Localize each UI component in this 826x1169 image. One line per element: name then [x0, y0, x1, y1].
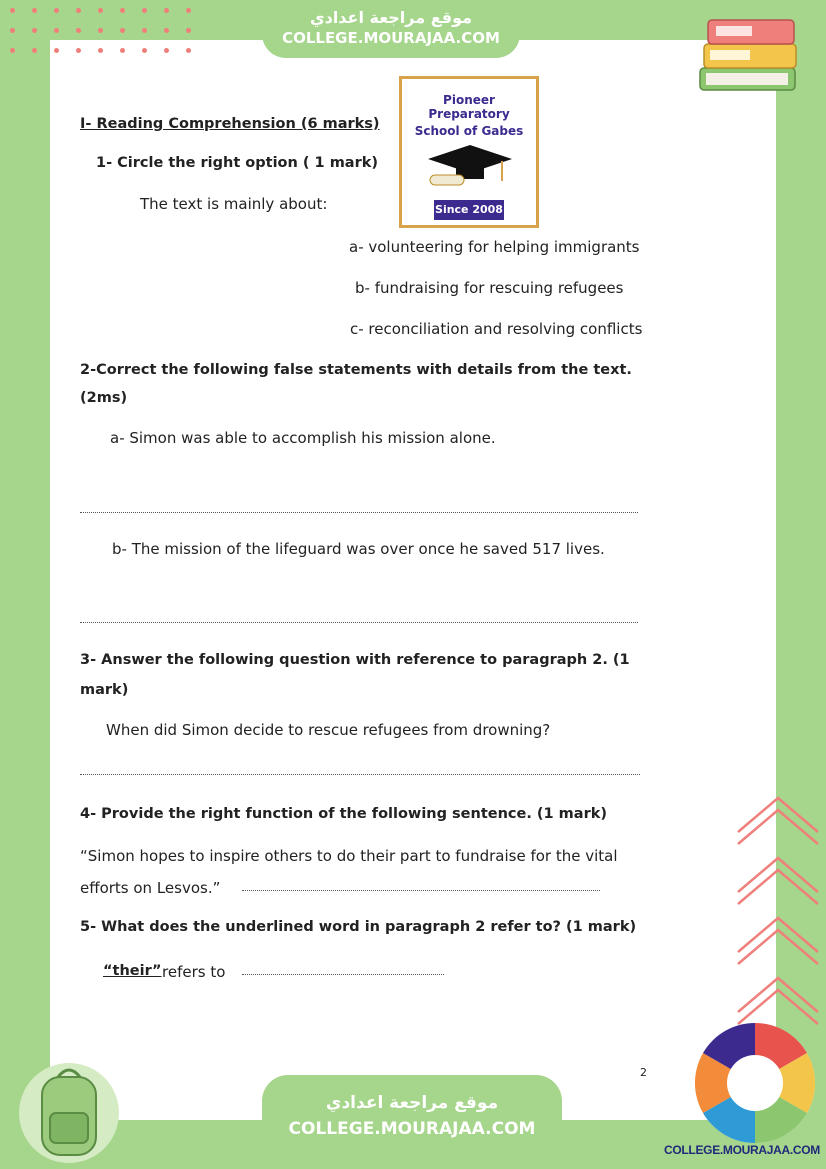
- school-since-badge: Since 2008: [434, 200, 504, 220]
- q1-option-b[interactable]: b- fundraising for rescuing refugees: [355, 279, 624, 297]
- school-name-line2: School of Gabes: [414, 124, 524, 138]
- site-url[interactable]: COLLEGE.MOURAJAA.COM: [282, 29, 500, 47]
- school-name-line1: Pioneer Preparatory: [428, 93, 510, 121]
- q2-heading: 2-Correct the following false statements with details from the text.: [80, 362, 632, 378]
- q2-heading-marks: (2ms): [80, 390, 128, 406]
- q4-answer-line[interactable]: [242, 890, 600, 891]
- backpack-icon: [14, 1055, 124, 1169]
- q5-refers: refers to: [162, 963, 226, 981]
- q3-heading: 3- Answer the following question with reference to paragraph 2. (1: [80, 652, 630, 668]
- brand-footer[interactable]: COLLEGE.MOURAJAA.COM: [664, 1143, 821, 1157]
- q5-word: “their”: [103, 963, 162, 979]
- section-title: I- Reading Comprehension (6 marks): [80, 116, 380, 132]
- q1-stem: The text is mainly about:: [140, 195, 328, 213]
- subjects-wheel-icon: [694, 1022, 816, 1148]
- q1-heading: 1- Circle the right option ( 1 mark): [96, 155, 379, 171]
- q4-heading: 4- Provide the right function of the following sentence. (1 mark): [80, 806, 607, 822]
- q1-option-c[interactable]: c- reconciliation and resolving conflicts: [350, 320, 643, 338]
- site-arabic-name-bottom: موقع مراجعة اعدادي: [325, 1093, 499, 1113]
- site-banner-bottom[interactable]: [262, 1075, 562, 1169]
- q1-option-a[interactable]: a- volunteering for helping immigrants: [349, 238, 640, 256]
- q2-statement-b: b- The mission of the lifeguard was over once he saved 517 lives.: [112, 540, 605, 558]
- site-url-bottom[interactable]: COLLEGE.MOURAJAA.COM: [288, 1119, 536, 1139]
- q2-statement-a: a- Simon was able to accomplish his mission alone.: [110, 429, 496, 447]
- q3-answer-line[interactable]: [80, 774, 640, 775]
- page-number: 2: [640, 1066, 647, 1079]
- q4-quote-line2: efforts on Lesvos.”: [80, 879, 221, 897]
- q2b-answer-line[interactable]: [80, 622, 638, 623]
- q2a-answer-line[interactable]: [80, 512, 638, 513]
- site-arabic-name: موقع مراجعة اعدادي: [309, 8, 473, 27]
- q5-heading: 5- What does the underlined word in paragraph 2 refer to? (1 mark): [80, 919, 637, 935]
- q4-quote-line1: “Simon hopes to inspire others to do their part to fundraise for the vital: [80, 847, 618, 865]
- q3-question: When did Simon decide to rescue refugees from drowning?: [106, 721, 551, 739]
- q5-answer-line[interactable]: [242, 974, 444, 975]
- chevrons-decoration: [730, 790, 826, 1034]
- q3-heading-marks: mark): [80, 682, 129, 698]
